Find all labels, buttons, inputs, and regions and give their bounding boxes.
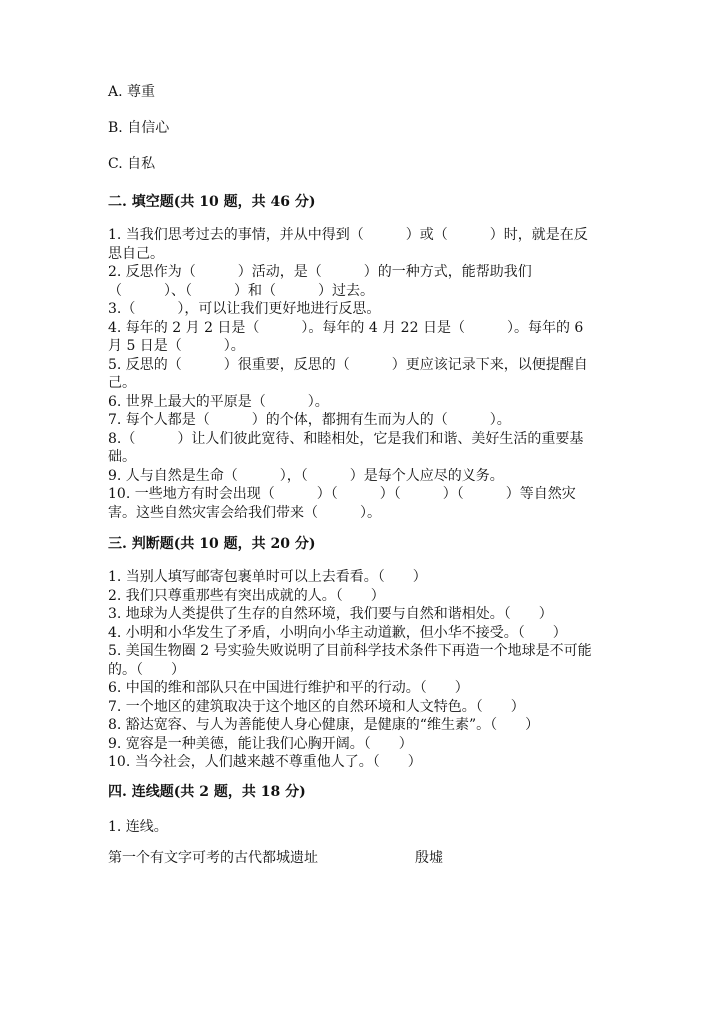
fill-q5-line2: 己。	[108, 375, 136, 391]
judge-question-10	[108, 753, 618, 772]
section-title-match: 四. 连线题(共 2 题，共 18 分)	[108, 783, 306, 800]
judge-question-7	[108, 698, 618, 717]
fill-questions	[108, 226, 618, 522]
judge-question-4	[108, 624, 618, 643]
fill-question-3	[108, 300, 618, 319]
judge-q9-line1: 9. 宽容是一种美德，能让我们心胸开阔。（ ）	[108, 735, 413, 752]
fill-question-5	[108, 356, 618, 393]
judge-q1-line1: 1. 当别人填写邮寄包裹单时可以上去看看。（ ）	[108, 569, 427, 585]
fill-q4-line2: 月 5 日是（ ）。	[108, 338, 245, 354]
judge-question-5	[108, 642, 618, 679]
section-title-judge: 三. 判断题(共 10 题，共 20 分)	[108, 536, 316, 552]
judge-q5-line1: 5. 美国生物圈 2 号实验失败说明了目前科学技术条件下再造一个地球是不可能	[108, 643, 592, 659]
judge-question-3	[108, 605, 618, 624]
match-row	[108, 848, 618, 868]
fill-question-1	[108, 226, 618, 263]
fill-q6-line1: 6. 世界上最大的平原是（ ）。	[108, 393, 329, 410]
fill-question-2	[108, 263, 618, 300]
judge-q2-line1: 2. 我们只尊重那些有突出成就的人。（ ）	[108, 587, 385, 604]
judge-question-1	[108, 568, 618, 587]
section-title-fill: 二. 填空题(共 10 题，共 46 分)	[108, 194, 316, 210]
fill-question-9	[108, 467, 618, 486]
fill-q9-line1: 9. 人与自然是生命（ ），（ ）是每个人应尽的义务。	[108, 467, 504, 484]
match-intro: 1. 连线。	[108, 818, 168, 835]
fill-q3-line1: 3.（ ），可以让我们更好地进行反思。	[108, 301, 381, 317]
judge-q4-line1: 4. 小明和小华发生了矛盾，小明向小华主动道歉，但小华不接受。（ ）	[108, 624, 567, 641]
fill-q1-line1: 1. 当我们思考过去的事情，并从中得到（ ）或（ ）时，就是在反	[108, 227, 588, 243]
match-right-item[interactable]: 殷墟	[415, 850, 443, 866]
judge-question-6	[108, 679, 618, 698]
fill-q10-line1: 10. 一些地方有时会出现（ ）（ ）（ ）（ ）等自然灾	[108, 486, 576, 502]
fill-question-10	[108, 485, 618, 522]
judge-q6-line1: 6. 中国的维和部队只在中国进行维护和平的行动。（ ）	[108, 680, 469, 696]
judge-question-2	[108, 587, 618, 606]
judge-q10-line1: 10. 当今社会，人们越来越不尊重他人了。（ ）	[108, 754, 422, 770]
fill-question-4	[108, 319, 618, 356]
fill-question-8	[108, 430, 618, 467]
judge-questions	[108, 568, 618, 772]
fill-q2-line2: （ ）、（ ）和（ ）过去。	[108, 282, 374, 299]
judge-question-8	[108, 716, 618, 735]
judge-q8-line1: 8. 豁达宽容、与人为善能使人身心健康，是健康的“维生素”。（ ）	[108, 717, 540, 733]
judge-question-9	[108, 735, 618, 754]
option-c: C. 自私	[108, 156, 156, 172]
fill-q7-line1: 7. 每个人都是（ ）的个体，都拥有生而为人的（ ）。	[108, 412, 511, 428]
fill-q8-line1: 8.（ ）让人们彼此宽待、和睦相处，它是我们和谐、美好生活的重要基	[108, 430, 584, 447]
fill-q10-line2: 害。这些自然灾害会给我们带来（ ）。	[108, 504, 381, 521]
fill-q5-line1: 5. 反思的（ ）很重要，反思的（ ）更应该记录下来，以便提醒自	[108, 356, 588, 373]
judge-q3-line1: 3. 地球为人类提供了生存的自然环境，我们要与自然和谐相处。（ ）	[108, 606, 553, 622]
match-left-item[interactable]: 第一个有文字可考的古代都城遗址	[108, 850, 318, 866]
fill-q1-line2: 思自己。	[108, 245, 164, 262]
fill-question-6	[108, 393, 618, 412]
fill-question-7	[108, 411, 618, 430]
option-b: B. 自信心	[108, 120, 170, 136]
judge-q5-line2: 的。（ ）	[108, 661, 185, 678]
fill-q8-line2: 础。	[108, 449, 136, 465]
fill-q2-line1: 2. 反思作为（ ）活动，是（ ）的一种方式，能帮助我们	[108, 264, 532, 280]
option-a: A. 尊重	[108, 84, 156, 100]
document-page	[108, 82, 618, 868]
judge-q7-line1: 7. 一个地区的建筑取决于这个地区的自然环境和人文特色。（ ）	[108, 698, 525, 715]
fill-q4-line1: 4. 每年的 2 月 2 日是（ ）。每年的 4 月 22 日是（ ）。每年的 6	[108, 319, 584, 336]
